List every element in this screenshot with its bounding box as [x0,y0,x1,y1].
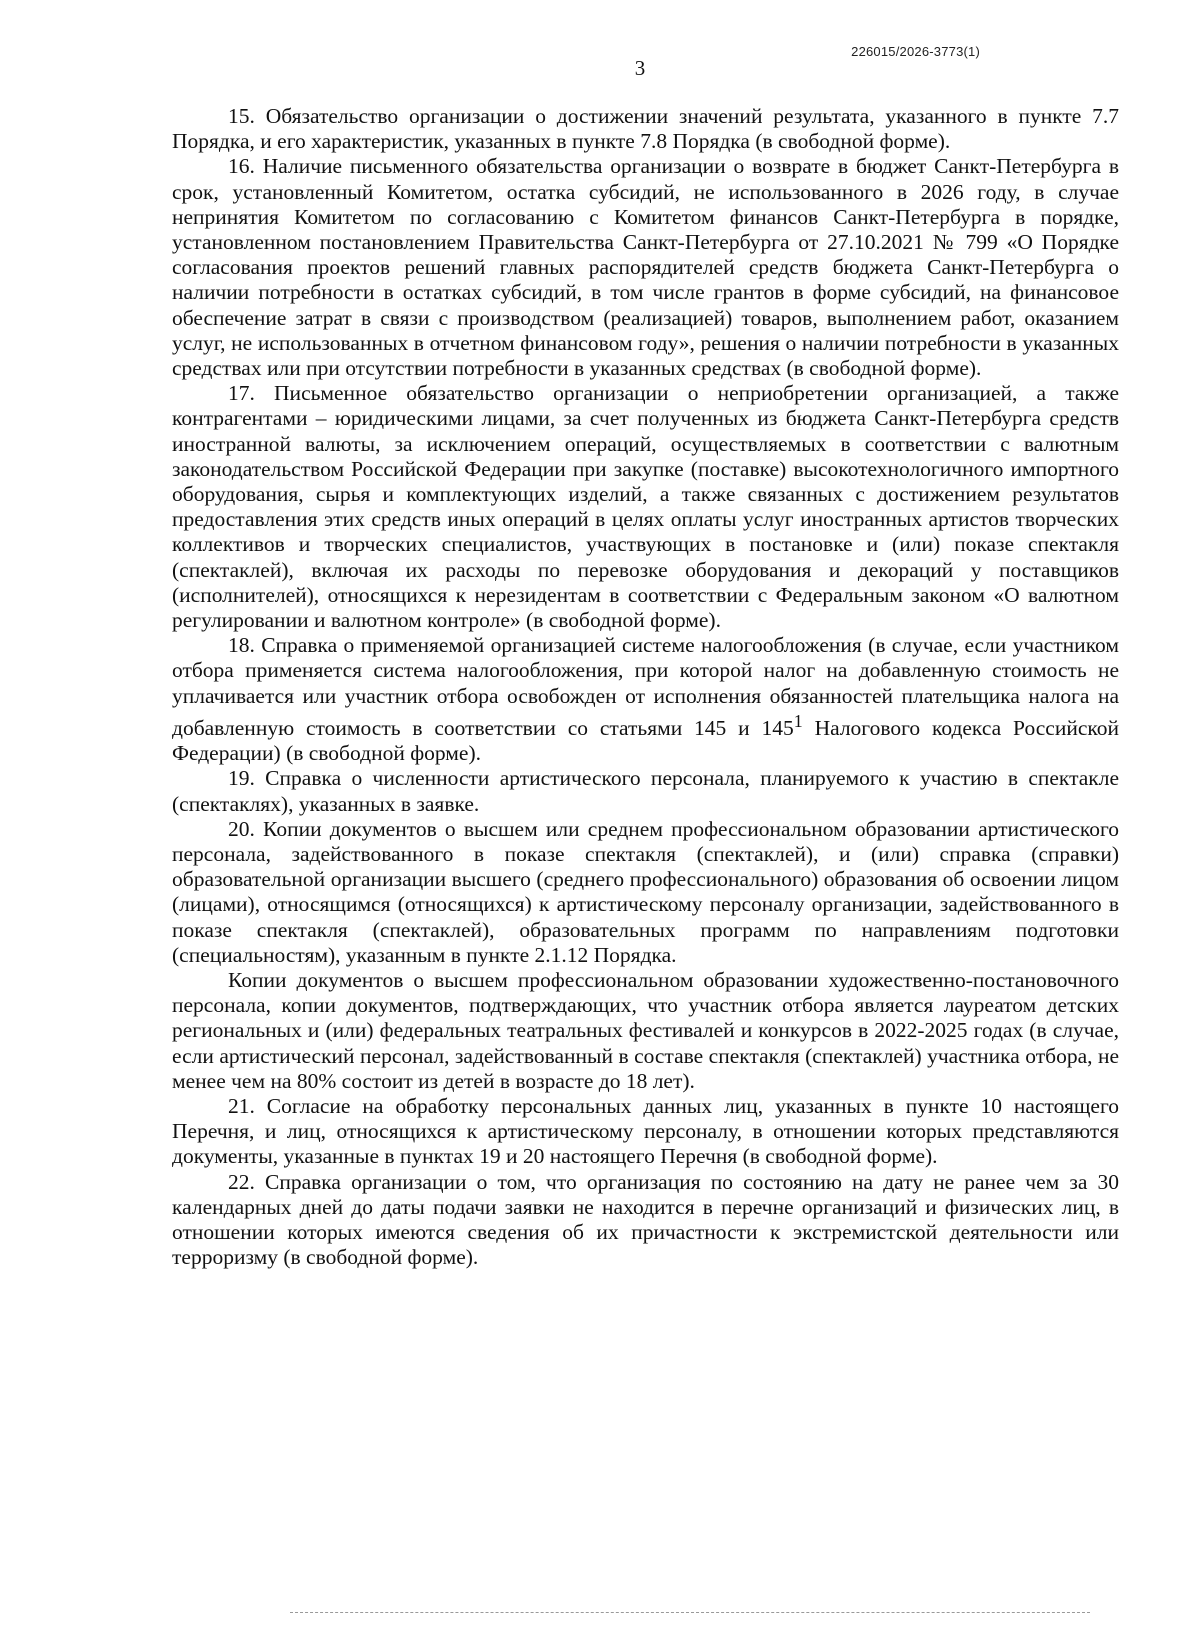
page-number: 3 [634,56,646,80]
scan-bottom-edge [290,1612,1090,1613]
document-registration-number: 226015/2026-3773(1) [851,44,980,59]
paragraph-18 [172,633,1119,766]
paragraph-17: 17. Письменное обязательство организации о неприобретении организацией, а также контрагентами – юридическими лицами, за счет полученных из бюджета Санкт-Петербурга средств иностранной валюты, за исключением операций, осуществляемых в соответствии с валютным законодательством Российской Федерации при закупке (поставке) высокотехнологичного импортного оборудования, сырья и комплектующих изделий, а также связанных с достижением результатов предоставления этих средств иных операций в целях оплаты услуг иностранных артистов творческих коллективов и творческих специалистов, участвующих в постановке и (или) показе спектакля (спектаклей), включая их расходы по перевозке оборудования и декораций у поставщиков (исполнителей), относящихся к нерезидентам в соответствии с Федеральным законом «О валютном регулировании и валютном контроле» (в свободной форме). [172,381,1119,633]
paragraph-19: 19. Справка о численности артистического персонала, планируемого к участию в спектакле (спектаклях), указанных в заявке. [172,766,1119,816]
paragraph-16: 16. Наличие письменного обязательства организации о возврате в бюджет Санкт-Петербурга в срок, установленный Комитетом, остатка субсидий, не использованного в 2026 году, в случае непринятия Комитетом по согласованию с Комитетом финансов Санкт-Петербурга в порядке, установленном постановлением Правительства Санкт-Петербурга от 27.10.2021 № 799 «О Порядке согласования проектов решений главных распорядителей средств бюджета Санкт-Петербурга о наличии потребности в остатках субсидий, в том числе грантов в форме субсидий, на финансовое обеспечение затрат в связи с производством (реализацией) товаров, выполнением работ, оказанием услуг, не использованных в отчетном финансовом году», решения о наличии потребности в указанных средствах или при отсутствии потребности в указанных средствах (в свободной форме). [172,154,1119,381]
document-body [172,104,1119,1271]
paragraph-20: 20. Копии документов о высшем или среднем профессиональном образовании артистического персонала, задействованного в показе спектакля (спектаклей), и (или) справка (справки) образовательной организации высшего (среднего профессионального) образования об освоении лицом (лицами), относящимся (относящихся) к артистическому персоналу организации, задействованного в показе спектакля (спектаклей), образовательных программ по направлениям подготовки (специальностям), указанным в пункте 2.1.12 Порядка. [172,816,1119,967]
paragraph-18-text-end: Налогового кодекса Российской Федерации) (в свободной форме). [172,716,1119,766]
paragraph-18-text: 18. Справка о применяемой организацией системе налогообложения (в случае, если участником отбора применяется система налогообложения, при которой налог на добавленную стоимость не уплачивается или участник отбора освобожден от исполнения обязанностей плательщика налога на добавленную стоимость в соответствии со статьями 145 и 145 [172,633,1119,741]
paragraph-15: 15. Обязательство организации о достижении значений результата, указанного в пункте 7.7 Порядка, и его характеристик, указанных в пункте 7.8 Порядка (в свободной форме). [172,104,1119,154]
paragraph-22: 22. Справка организации о том, что организация по состоянию на дату не ранее чем за 30 календарных дней до даты подачи заявки не находится в перечне организаций и физических лиц, в отношении которых имеются сведения об их причастности к экстремистской деятельности или терроризму (в свободной форме). [172,1169,1119,1270]
paragraph-20-continued: Копии документов о высшем профессиональном образовании художественно-постановочного персонала, копии документов, подтверждающих, что участник отбора является лауреатом детских региональных и (или) федеральных театральных фестивалей и конкурсов в 2022-2025 годах (в случае, если артистический персонал, задействованный в составе спектакля (спектаклей) участника отбора, не менее чем на 80% состоит из детей в возрасте до 18 лет). [172,968,1119,1093]
superscript-marker: 1 [793,710,803,731]
paragraph-21: 21. Согласие на обработку персональных данных лиц, указанных в пункте 10 настоящего Перечня, и лиц, относящихся к артистическому персоналу, в отношении которых представляются документы, указанные в пунктах 19 и 20 настоящего Перечня (в свободной форме). [172,1094,1119,1169]
